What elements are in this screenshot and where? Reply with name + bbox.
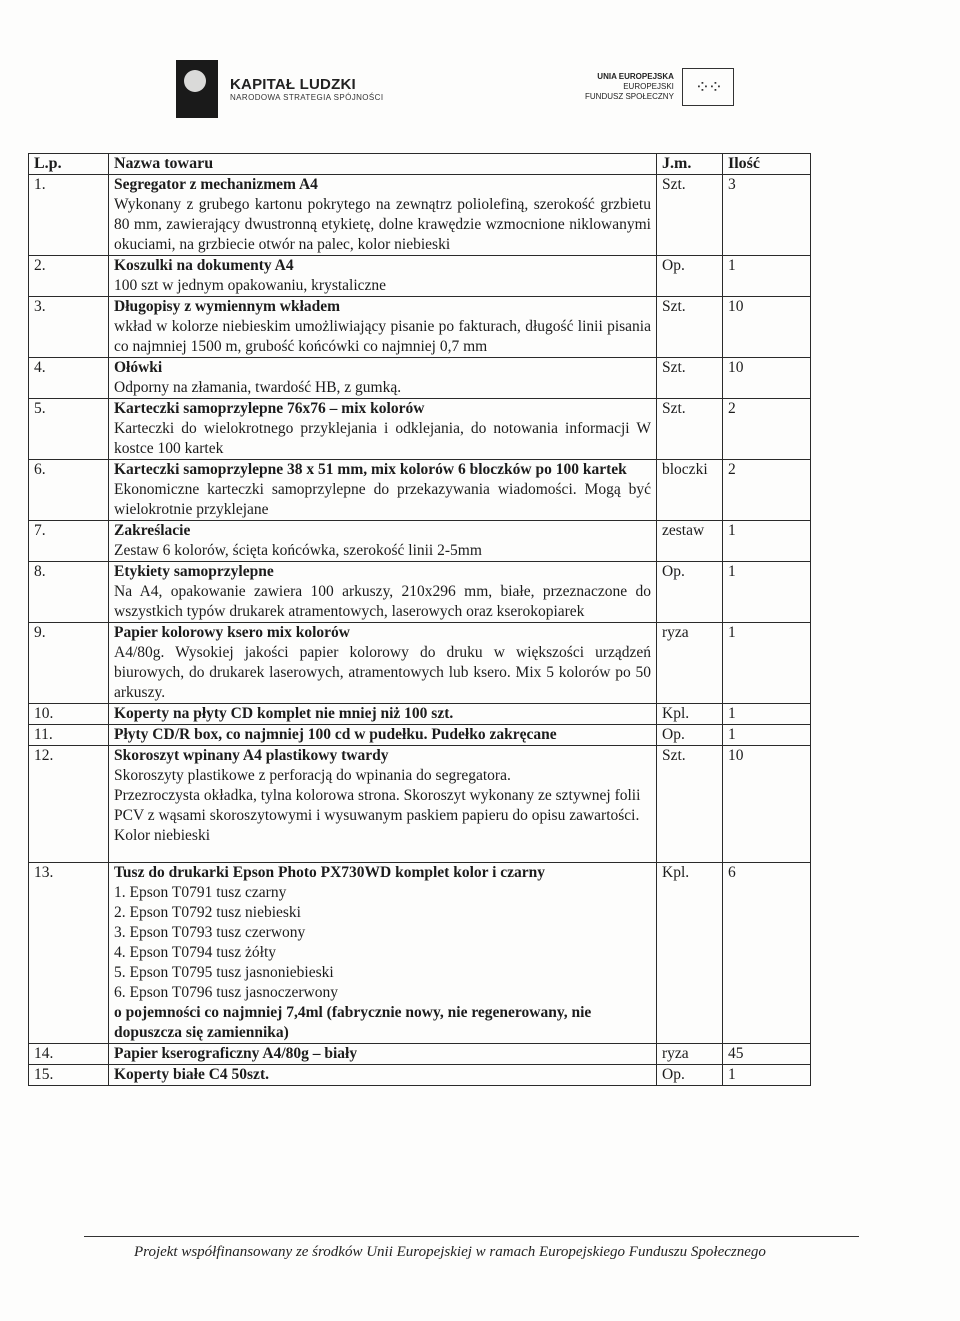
row-item-cell xyxy=(109,725,657,746)
item-name: Papier kolorowy ksero mix kolorów xyxy=(114,624,350,641)
kl-subtitle: NARODOWA STRATEGIA SPÓJNOŚCI xyxy=(230,93,384,102)
row-quantity: 1 xyxy=(723,256,811,297)
row-item-cell xyxy=(109,746,657,863)
row-number: 12. xyxy=(29,746,109,863)
items-table xyxy=(28,153,811,1086)
item-name: Zakreślacie xyxy=(114,522,191,539)
row-quantity: 10 xyxy=(723,746,811,863)
eu-logo xyxy=(585,68,734,106)
item-name: Koperty na płyty CD komplet nie mniej niż 100 szt. xyxy=(114,705,454,722)
table-header-row xyxy=(29,154,811,175)
row-unit: Szt. xyxy=(657,746,723,863)
row-unit: ryza xyxy=(657,1044,723,1065)
footer-divider xyxy=(84,1236,859,1237)
header-qty: Ilość xyxy=(723,154,811,175)
row-number: 5. xyxy=(29,399,109,460)
table-row xyxy=(29,297,811,358)
row-item-cell xyxy=(109,175,657,256)
eu-line-3: FUNDUSZ SPOŁECZNY xyxy=(585,92,674,101)
row-unit: Kpl. xyxy=(657,704,723,725)
row-item-cell xyxy=(109,297,657,358)
row-quantity: 1 xyxy=(723,521,811,562)
table-row xyxy=(29,1044,811,1065)
header-name: Nazwa towaru xyxy=(109,154,657,175)
item-description: 2. Epson T0792 tusz niebieski xyxy=(114,904,301,921)
item-description: Wykonany z grubego kartonu pokrytego na zewnątrz poliolefiną, szerokość grzbietu 80 mm, zawierający dwustronną etykietę, dolne krawędzie wzmocnione niklowanymi okuciami, na grzbiecie otwór na palec, kolor niebieski xyxy=(114,196,651,253)
row-item-cell xyxy=(109,399,657,460)
row-item-cell xyxy=(109,704,657,725)
table-row xyxy=(29,521,811,562)
item-description: Ekonomiczne karteczki samoprzylepne do przekazywania wiadomości. Mogą być wielokrotnie przyklejane xyxy=(114,481,651,518)
item-description: 1. Epson T0791 tusz czarny xyxy=(114,884,287,901)
row-quantity: 2 xyxy=(723,460,811,521)
row-item-cell xyxy=(109,1044,657,1065)
row-item-cell xyxy=(109,460,657,521)
row-quantity: 45 xyxy=(723,1044,811,1065)
row-number: 6. xyxy=(29,460,109,521)
row-unit: Op. xyxy=(657,1065,723,1086)
row-quantity: 1 xyxy=(723,725,811,746)
row-quantity: 1 xyxy=(723,704,811,725)
item-name: Koszulki na dokumenty A4 xyxy=(114,257,294,274)
row-unit: Op. xyxy=(657,562,723,623)
row-unit: Szt. xyxy=(657,399,723,460)
item-name: Skoroszyt wpinany A4 plastikowy twardy xyxy=(114,747,389,764)
table-row xyxy=(29,175,811,256)
row-number: 13. xyxy=(29,863,109,1044)
eu-line-2: EUROPEJSKI xyxy=(623,82,674,91)
item-description: 6. Epson T0796 tusz jasnoczerwony xyxy=(114,984,338,1001)
row-unit: Kpl. xyxy=(657,863,723,1044)
item-description: Przezroczysta okładka, tylna kolorowa strona. Skoroszyt wykonany ze sztywnej folii PCV z wąsami skoroszytowymi i wysuwanym paskiem papieru do opisu zawartości. Kolor niebieski xyxy=(114,787,641,844)
row-quantity: 1 xyxy=(723,1065,811,1086)
table-body xyxy=(29,175,811,1086)
item-description: 5. Epson T0795 tusz jasnoniebieski xyxy=(114,964,334,981)
row-unit: Szt. xyxy=(657,358,723,399)
row-item-cell xyxy=(109,521,657,562)
row-item-cell xyxy=(109,623,657,704)
row-quantity: 3 xyxy=(723,175,811,256)
table-row xyxy=(29,623,811,704)
row-unit: Op. xyxy=(657,256,723,297)
item-name: Karteczki samoprzylepne 76x76 – mix kolorów xyxy=(114,400,425,417)
row-number: 2. xyxy=(29,256,109,297)
row-quantity: 1 xyxy=(723,623,811,704)
row-number: 7. xyxy=(29,521,109,562)
item-name: Segregator z mechanizmem A4 xyxy=(114,176,318,193)
row-item-cell xyxy=(109,863,657,1044)
item-note: o pojemności co najmniej 7,4ml (fabrycznie nowy, nie regenerowany, nie dopuszcza się zamiennika) xyxy=(114,1004,592,1041)
row-item-cell xyxy=(109,1065,657,1086)
row-quantity: 2 xyxy=(723,399,811,460)
row-number: 9. xyxy=(29,623,109,704)
table-row xyxy=(29,460,811,521)
row-quantity: 10 xyxy=(723,297,811,358)
kapital-ludzki-emblem-icon xyxy=(176,60,218,118)
row-unit: Op. xyxy=(657,725,723,746)
row-unit: Szt. xyxy=(657,175,723,256)
row-unit: bloczki xyxy=(657,460,723,521)
table-row xyxy=(29,399,811,460)
table-row xyxy=(29,1065,811,1086)
row-item-cell xyxy=(109,562,657,623)
table-row xyxy=(29,746,811,863)
item-name: Koperty białe C4 50szt. xyxy=(114,1066,269,1083)
item-name: Karteczki samoprzylepne 38 x 51 mm, mix kolorów 6 bloczków po 100 kartek xyxy=(114,461,627,478)
header-lp: L.p. xyxy=(29,154,109,175)
page-header xyxy=(0,0,960,140)
item-description: 3. Epson T0793 tusz czerwony xyxy=(114,924,306,941)
item-description: A4/80g. Wysokiej jakości papier kolorowy do druku w większości urządzeń biurowych, do drukarek laserowych, atramentowych lub ksero. Mix 5 kolorów po 50 arkuszy. xyxy=(114,644,651,701)
row-number: 1. xyxy=(29,175,109,256)
item-description: 4. Epson T0794 tusz żółty xyxy=(114,944,277,961)
row-quantity: 1 xyxy=(723,562,811,623)
kapital-ludzki-logo xyxy=(176,60,383,118)
row-number: 15. xyxy=(29,1065,109,1086)
item-name: Długopisy z wymiennym wkładem xyxy=(114,298,341,315)
row-unit: Szt. xyxy=(657,297,723,358)
item-name: Ołówki xyxy=(114,359,163,376)
row-item-cell xyxy=(109,358,657,399)
header-unit: J.m. xyxy=(657,154,723,175)
row-item-cell xyxy=(109,256,657,297)
table-row xyxy=(29,562,811,623)
item-description: Skoroszyty plastikowe z perforacją do wpinania do segregatora. xyxy=(114,767,511,784)
item-name: Płyty CD/R box, co najmniej 100 cd w pudełku. Pudełko zakręcane xyxy=(114,726,557,743)
row-unit: ryza xyxy=(657,623,723,704)
row-number: 14. xyxy=(29,1044,109,1065)
item-name: Papier kserograficzny A4/80g – biały xyxy=(114,1045,358,1062)
item-description: Na A4, opakowanie zawiera 100 arkuszy, 210x296 mm, białe, przeznaczone do wszystkich typów drukarek atramentowych, laserowych oraz kserokopiarek xyxy=(114,583,651,620)
table-row xyxy=(29,863,811,1044)
item-description: 100 szt w jednym opakowaniu, krystaliczne xyxy=(114,277,387,294)
table-row xyxy=(29,358,811,399)
eu-line-1: UNIA EUROPEJSKA xyxy=(597,72,674,81)
eu-flag-icon: ⁘⁘ xyxy=(682,68,734,106)
footer-text: Projekt współfinansowany ze środków Unii Europejskiej w ramach Europejskiego Funduszu Społecznego xyxy=(134,1244,766,1260)
row-number: 8. xyxy=(29,562,109,623)
kl-title: KAPITAŁ LUDZKI xyxy=(230,76,356,93)
item-description: Zestaw 6 kolorów, ścięta końcówka, szerokość linii 2-5mm xyxy=(114,542,482,559)
table-row xyxy=(29,725,811,746)
item-name: Etykiety samoprzylepne xyxy=(114,563,274,580)
item-name: Tusz do drukarki Epson Photo PX730WD komplet kolor i czarny xyxy=(114,864,546,881)
row-number: 10. xyxy=(29,704,109,725)
row-unit: zestaw xyxy=(657,521,723,562)
row-number: 4. xyxy=(29,358,109,399)
item-description: Odporny na złamania, twardość HB, z gumką. xyxy=(114,379,402,396)
row-quantity: 10 xyxy=(723,358,811,399)
item-description: wkład w kolorze niebieskim umożliwiający pisanie po fakturach, długość linii pisania co najmniej 1500 m, grubość końcówki co najmniej 0,7 mm xyxy=(114,318,651,355)
row-number: 11. xyxy=(29,725,109,746)
row-number: 3. xyxy=(29,297,109,358)
table-row xyxy=(29,256,811,297)
item-description: Karteczki do wielokrotnego przyklejania i odklejania, do notowania informacji W kostce 100 kartek xyxy=(114,420,651,457)
row-quantity: 6 xyxy=(723,863,811,1044)
table-row xyxy=(29,704,811,725)
